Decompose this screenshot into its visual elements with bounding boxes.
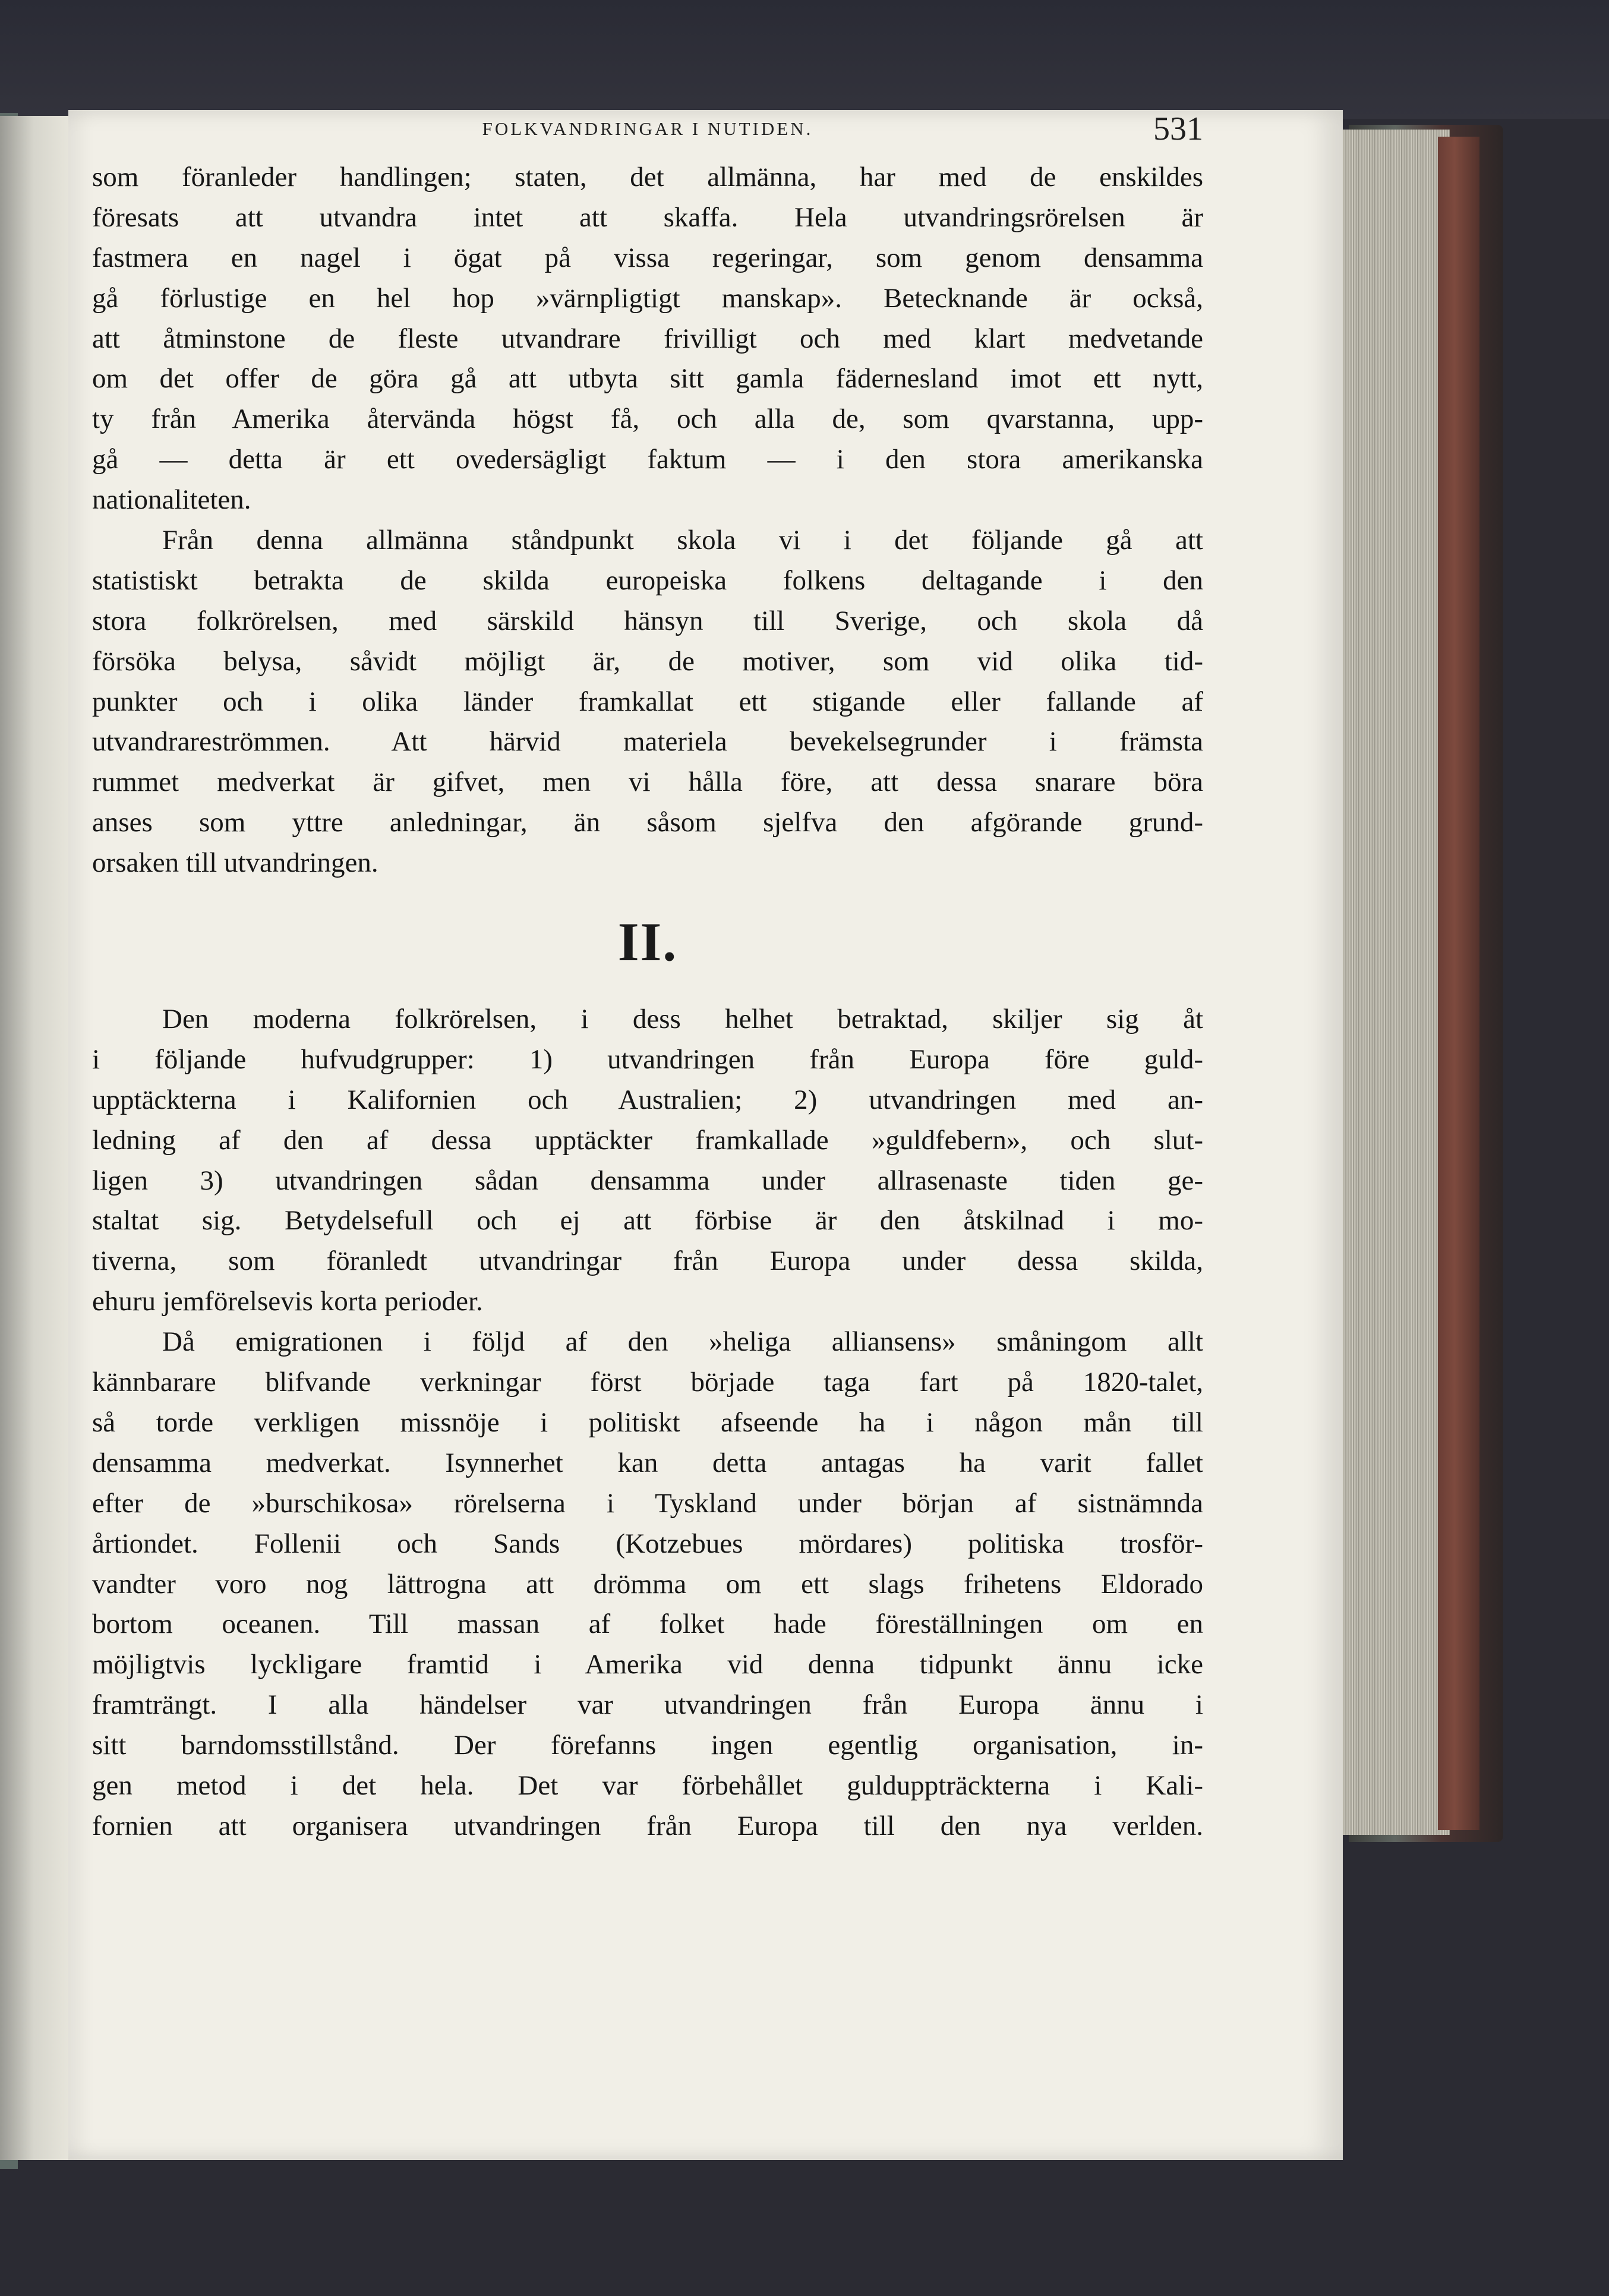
text-line: punkter och i olika länder framkallat ett stigande eller fallande af — [92, 686, 1203, 717]
page-stack-edge — [1337, 130, 1450, 1835]
text-line: så torde verkligen missnöje i politiskt afseende ha i någon mån till — [92, 1406, 1203, 1438]
text-line: som föranleder handlingen; staten, det allmänna, har med de enskildes — [92, 162, 1203, 193]
text-line: vandter voro nog lättrogna att drömma om ett slags frihetens Eldorado — [92, 1568, 1203, 1600]
text-line: statistiskt betrakta de skilda europeiska folkens deltagande i den — [92, 564, 1203, 596]
text-line: Från denna allmänna ståndpunkt skola vi i det följande gå att — [162, 525, 1203, 556]
text-line: bortom oceanen. Till massan af folket hade föreställningen om en — [92, 1609, 1203, 1640]
text-line: stora folkrörelsen, med särskild hänsyn till Sverige, och skola då — [92, 605, 1203, 636]
text-line: om det offer de göra gå att utbyta sitt gamla fädernesland imot ett nytt, — [92, 363, 1203, 395]
text-line: fornien att organisera utvandringen från Europa till den nya verlden. — [92, 1810, 1203, 1841]
text-line: tiverna, som föranledt utvandringar från Europa under dessa skilda, — [92, 1245, 1203, 1277]
text-line: ligen 3) utvandringen sådan densamma under allrasenaste tiden ge- — [92, 1165, 1203, 1196]
text-line: framträngt. I alla händelser var utvandringen från Europa ännu i — [92, 1689, 1203, 1721]
text-line: kännbarare blifvande verkningar först började taga fart på 1820-talet, — [92, 1367, 1203, 1398]
paragraph-4 — [92, 1322, 1203, 1847]
text-line: upptäckterna i Kalifornien och Australien; 2) utvandringen med an- — [92, 1084, 1203, 1115]
text-line: gen metod i det hela. Det var förbehållet gulduppträckterna i Kali- — [92, 1770, 1203, 1801]
text-line: ehuru jemförelsevis korta perioder. — [92, 1286, 483, 1317]
paragraph-2 — [92, 521, 1203, 884]
text-line: försöka belysa, såvidt möjligt är, de motiver, som vid olika tid- — [92, 645, 1203, 677]
text-line: staltat sig. Betydelsefull och ej att förbise är den åtskilnad i mo- — [92, 1205, 1203, 1237]
text-line: årtiondet. Follenii och Sands (Kotzebues mördares) politiska trosför- — [92, 1528, 1203, 1559]
text-line: att åtminstone de fleste utvandrare frivilligt och med klart medvetande — [92, 323, 1203, 354]
running-head — [92, 110, 1203, 152]
section-heading: II. — [617, 911, 678, 972]
background — [0, 0, 1609, 119]
text-line: möjligtvis lyckligare framtid i Amerika vid denna tidpunkt ännu icke — [92, 1649, 1203, 1680]
running-head-title: FOLKVANDRINGAR I NUTIDEN. — [482, 118, 813, 139]
text-line: Den moderna folkrörelsen, i dess helhet betraktad, skiljer sig åt — [162, 1004, 1203, 1035]
text-line: densamma medverkat. Isynnerhet kan detta antagas ha varit fallet — [92, 1447, 1203, 1478]
text-line: föresats att utvandra intet att skaffa. Hela utvandringsrörelsen är — [92, 201, 1203, 233]
text-line: orsaken till utvandringen. — [92, 847, 378, 879]
text-line: i följande hufvudgrupper: 1) utvandringen från Europa före guld- — [92, 1043, 1203, 1075]
text-line: efter de »burschikosa» rörelserna i Tyskland under början af sistnämnda — [92, 1487, 1203, 1519]
paragraph-1 — [92, 157, 1203, 521]
page-number: 531 — [1153, 111, 1203, 147]
text-line: nationaliteten. — [92, 484, 251, 516]
text-line: rummet medverkat är gifvet, men vi hålla före, att dessa snarare böra — [92, 767, 1203, 798]
text-line: anses som yttre anledningar, än såsom sjelfva den afgörande grund- — [92, 807, 1203, 838]
binding-cloth — [1438, 137, 1479, 1830]
text-line: Då emigrationen i följd af den »heliga alliansens» småningom allt — [162, 1326, 1203, 1358]
text-line: utvandrareströmmen. Att härvid materiela bevekelsegrunder i främsta — [92, 726, 1203, 758]
text-line: sitt barndomsstillstånd. Der förefanns ingen egentlig organisation, in- — [92, 1730, 1203, 1761]
paragraph-3 — [92, 999, 1203, 1322]
text-line: ty från Amerika återvända högst få, och alla de, som qvarstanna, upp- — [92, 403, 1203, 435]
section-heading-wrap — [92, 884, 1203, 999]
text-line: gå förlustige en hel hop »värnpligtigt manskap». Betecknande är också, — [92, 282, 1203, 314]
body-text — [92, 157, 1203, 1847]
left-page-edge — [0, 116, 76, 2160]
text-line: ledning af den af dessa upptäckter framkallade »guldfebern», och slut- — [92, 1124, 1203, 1156]
text-line: fastmera en nagel i ögat på vissa regeringar, som genom densamma — [92, 242, 1203, 273]
text-line: gå — detta är ett ovedersägligt faktum — i den stora amerikanska — [92, 444, 1203, 475]
